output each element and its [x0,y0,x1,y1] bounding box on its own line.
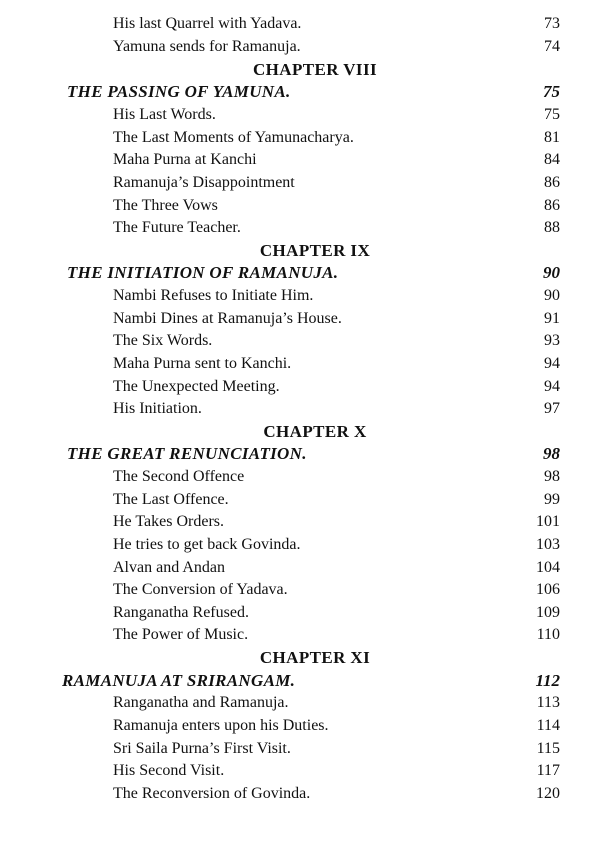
entry-title: The Power of Music. [113,626,249,643]
toc-entry [0,534,600,556]
entry-title: Maha Purna sent to Kanchi. [113,355,292,372]
section-title-row [0,670,600,692]
entry-page: 115 [536,740,560,757]
entry-title: Yamuna sends for Ramanuja. [113,38,301,55]
toc-entry [0,36,600,58]
entry-title: His Initiation. [113,400,202,417]
entry-title: Nambi Refuses to Initiate Him. [113,287,314,304]
entry-page: 114 [536,717,560,734]
chapter-heading-text: CHAPTER X [263,422,367,441]
entry-title: Maha Purna at Kanchi [113,151,257,168]
entry-title: The Future Teacher. [113,219,241,236]
toc-entry [0,172,600,194]
toc-entry [0,692,600,714]
toc-entry [0,13,600,35]
entry-title: Nambi Dines at Ramanuja’s House. [113,310,342,327]
section-title-row [0,443,600,465]
chapter-heading-text: CHAPTER VIII [253,60,377,79]
chapter-heading-text: CHAPTER IX [259,241,371,260]
entry-title: Ramanuja’s Disappointment [113,174,295,191]
entry-page: 117 [536,762,560,779]
entry-page: 104 [536,559,560,576]
entry-title: The Six Words. [113,332,213,349]
entry-title: His last Quarrel with Yadava. [113,15,302,32]
entry-page: 75 [544,106,560,123]
toc-entry [0,376,600,398]
section-title: THE PASSING OF YAMUNA. [67,82,291,101]
entry-page: 113 [536,694,560,711]
toc-entry [0,624,600,646]
chapter-heading [0,240,600,262]
entry-page: 103 [536,536,560,553]
entry-page: 73 [544,15,560,32]
toc-entry [0,127,600,149]
entry-page: 110 [536,626,560,643]
entry-page: 101 [536,513,560,530]
entry-page: 98 [544,468,560,485]
entry-title: The Reconversion of Govinda. [113,785,311,802]
chapter-heading [0,421,600,443]
entry-title: He Takes Orders. [113,513,224,530]
entry-title: Ranganatha Refused. [113,604,249,621]
section-title-row [0,262,600,284]
toc-entry [0,760,600,782]
toc-entry [0,602,600,624]
toc-entry [0,104,600,126]
section-title: RAMANUJA AT SRIRANGAM. [62,671,296,690]
chapter-heading-text: CHAPTER XI [259,648,371,667]
entry-page: 74 [544,38,560,55]
section-page: 98 [543,444,560,463]
entry-title: Alvan and Andan [113,559,225,576]
entry-title: The Last Moments of Yamunacharya. [113,129,354,146]
entry-page: 97 [544,400,560,417]
toc-entry [0,715,600,737]
entry-title: Ramanuja enters upon his Duties. [113,717,329,734]
entry-page: 81 [544,129,560,146]
toc-entry [0,330,600,352]
entry-title: The Three Vows [113,197,218,214]
entry-page: 86 [544,197,560,214]
section-page: 75 [543,82,560,101]
toc-entry [0,489,600,511]
toc-entry [0,285,600,307]
entry-page: 90 [544,287,560,304]
entry-page: 94 [544,355,560,372]
chapter-heading [0,647,600,669]
entry-title: The Last Offence. [113,491,229,508]
entry-title: The Conversion of Yadava. [113,581,288,598]
toc-entry [0,579,600,601]
entry-page: 99 [544,491,560,508]
entry-title: The Second Offence [113,468,245,485]
toc-entry [0,149,600,171]
toc-entry [0,738,600,760]
entry-page: 94 [544,378,560,395]
toc-entry [0,217,600,239]
section-page: 90 [543,263,560,282]
toc-entry [0,308,600,330]
toc-entry [0,557,600,579]
entry-title: His Second Visit. [113,762,225,779]
toc-entry [0,353,600,375]
entry-page: 86 [544,174,560,191]
section-title-row [0,81,600,103]
section-title: THE INITIATION OF RAMANUJA. [67,263,339,282]
toc-entry [0,466,600,488]
section-page: 112 [535,671,560,690]
entry-page: 106 [536,581,560,598]
toc-entry [0,195,600,217]
entry-title: Sri Saila Purna’s First Visit. [113,740,291,757]
entry-title: Ranganatha and Ramanuja. [113,694,289,711]
entry-title: He tries to get back Govinda. [113,536,301,553]
entry-title: His Last Words. [113,106,216,123]
entry-page: 93 [544,332,560,349]
chapter-heading [0,59,600,81]
entry-title: The Unexpected Meeting. [113,378,280,395]
toc-entry [0,511,600,533]
entry-page: 109 [536,604,560,621]
entry-page: 84 [544,151,560,168]
toc-entry [0,783,600,805]
section-title: THE GREAT RENUNCIATION. [67,444,307,463]
entry-page: 91 [544,310,560,327]
entry-page: 120 [536,785,560,802]
entry-page: 88 [544,219,560,236]
toc-entry [0,398,600,420]
